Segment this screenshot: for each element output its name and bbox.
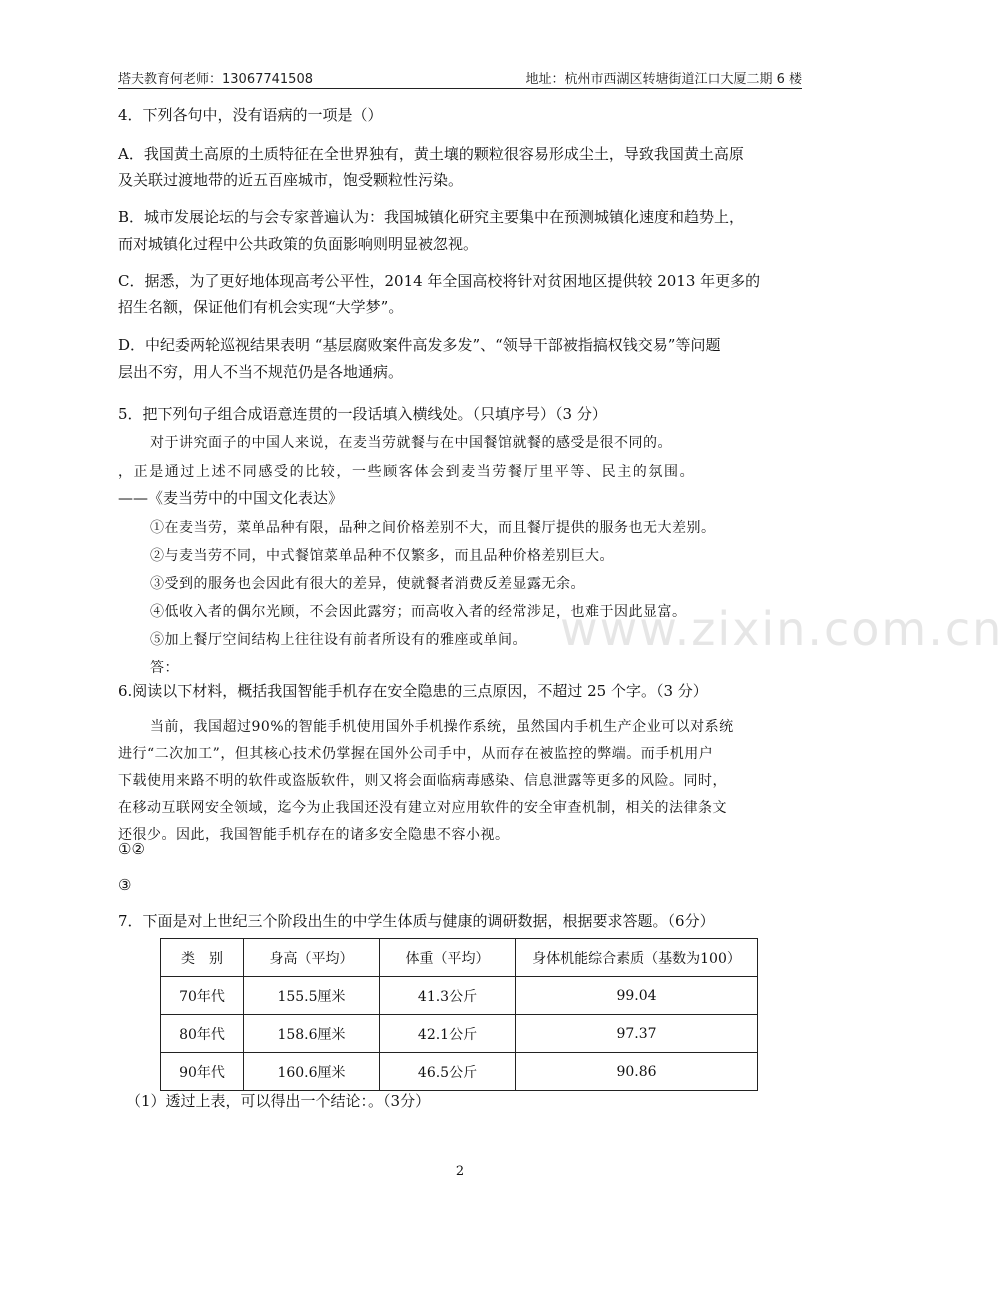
q4-option-c-line1: C．据悉，为了更好地体现高考公平性，2014 年全国高校将针对贫困地区提供较 2013 年更多的: [118, 272, 761, 290]
page-number: 2: [455, 1164, 465, 1179]
q6-stem: 6.阅读以下材料，概括我国智能手机存在安全隐患的三点原因，不超过 25 个字。（3 分）: [118, 682, 708, 700]
table-cell: 80年代: [161, 1015, 244, 1053]
q6-answer-line2: ③: [118, 876, 132, 894]
q6-material-line1: 当前，我国超过90%的智能手机使用国外手机操作系统，虽然国内手机生产企业可以对系统: [150, 719, 734, 735]
table-header-cell: 体重（平均）: [380, 939, 516, 977]
table-cell: 160.6厘米: [244, 1053, 380, 1091]
table-row: [161, 1015, 758, 1053]
q7-stem: 7．下面是对上世纪三个阶段出生的中学生体质与健康的调研数据，根据要求答题。（6分）: [118, 912, 715, 930]
table-row: [161, 977, 758, 1015]
header-address: 地址：杭州市西湖区转塘街道江口大厦二期 6 楼: [525, 72, 802, 87]
q6-material-line4: 在移动互联网安全领域，迄今为止我国还没有建立对应用软件的安全审查机制，相关的法律条文: [118, 800, 727, 816]
page-header: [118, 66, 802, 89]
q5-sentence-3: ③受到的服务也会因此有很大的差异，使就餐者消费反差显露无余。: [150, 576, 585, 592]
table-header-cell: 身高（平均）: [244, 939, 380, 977]
q5-sentence-1: ①在麦当劳，菜单品种有限，品种之间价格差别不大，而且餐厅提供的服务也无大差别。: [150, 520, 716, 536]
table-cell: 90.86: [516, 1053, 758, 1091]
q7-subquestion-1: （1）透过上表，可以得出一个结论：。（3分）: [126, 1092, 431, 1110]
table-header-cell: 类 别: [161, 939, 244, 977]
table-cell: 46.5公斤: [380, 1053, 516, 1091]
q4-option-a-line1: A．我国黄土高原的土质特征在全世界独有，黄土壤的颗粒很容易形成尘土，导致我国黄土高原: [118, 145, 744, 163]
table-cell: 90年代: [161, 1053, 244, 1091]
q4-option-c-line2: 招生名额，保证他们有机会实现“大学梦”。: [118, 298, 404, 316]
q6-material-line3: 下载使用来路不明的软件或盗版软件，则又将会面临病毒感染、信息泄露等更多的风险。同时，: [118, 773, 727, 789]
watermark: www.zixin.com.cn: [560, 602, 1003, 656]
table-cell: 99.04: [516, 977, 758, 1015]
table-row: [161, 1053, 758, 1091]
q5-sentence-5: ⑤加上餐厅空间结构上往往设有前者所设有的雅座或单间。: [150, 632, 527, 648]
q5-source: ——《麦当劳中的中国文化表达》: [118, 489, 344, 507]
q6-material-line5: 还很少。因此，我国智能手机存在的诸多安全隐患不容小视。: [118, 827, 510, 843]
header-contact: 塔夫教育何老师：13067741508: [118, 72, 313, 87]
q7-data-table: [160, 938, 758, 1091]
q4-stem: 4．下列各句中，没有语病的一项是（）: [118, 106, 383, 124]
table-cell: 97.37: [516, 1015, 758, 1053]
q5-passage-line2: ，正是通过上述不同感受的比较，一些顾客体会到麦当劳餐厅里平等、民主的氛围。: [118, 464, 696, 480]
table-cell: 41.3公斤: [380, 977, 516, 1015]
table-header-cell: 身体机能综合素质（基数为100）: [516, 939, 758, 977]
q4-option-d-line2: 层出不穷，用人不当不规范仍是各地通病。: [118, 363, 404, 381]
q5-stem: 5．把下列句子组合成语意连贯的一段话填入横线处。（只填序号）（3 分）: [118, 405, 607, 423]
table-cell: 158.6厘米: [244, 1015, 380, 1053]
table-cell: 70年代: [161, 977, 244, 1015]
q5-sentence-4: ④低收入者的偶尔光顾，不会因此露穷；而高收入者的经常涉足，也难于因此显富。: [150, 604, 687, 620]
q6-answer-line1: ①②: [118, 840, 145, 858]
q4-option-b-line2: 而对城镇化过程中公共政策的负面影响则明显被忽视。: [118, 235, 479, 253]
table-cell: 42.1公斤: [380, 1015, 516, 1053]
q5-sentence-2: ②与麦当劳不同，中式餐馆菜单品种不仅繁多，而且品种价格差别巨大。: [150, 548, 614, 564]
q4-option-d-line1: D．中纪委两轮巡视结果表明 “基层腐败案件高发多发”、“领导干部被指搞权钱交易”等问题: [118, 336, 721, 354]
q4-option-b-line1: B．城市发展论坛的与会专家普遍认为：我国城镇化研究主要集中在预测城镇化速度和趋势上，: [118, 208, 745, 226]
table-header-row: [161, 939, 758, 977]
q5-answer-label: 答：: [150, 660, 179, 676]
table-cell: 155.5厘米: [244, 977, 380, 1015]
q4-option-a-line2: 及关联过渡地带的近五百座城市，饱受颗粒性污染。: [118, 171, 464, 189]
q5-passage-line1: 对于讲究面子的中国人来说，在麦当劳就餐与在中国餐馆就餐的感受是很不同的。: [150, 435, 672, 451]
q6-material-line2: 进行“二次加工”，但其核心技术仍掌握在国外公司手中，从而存在被监控的弊端。而手机用户: [118, 746, 714, 762]
